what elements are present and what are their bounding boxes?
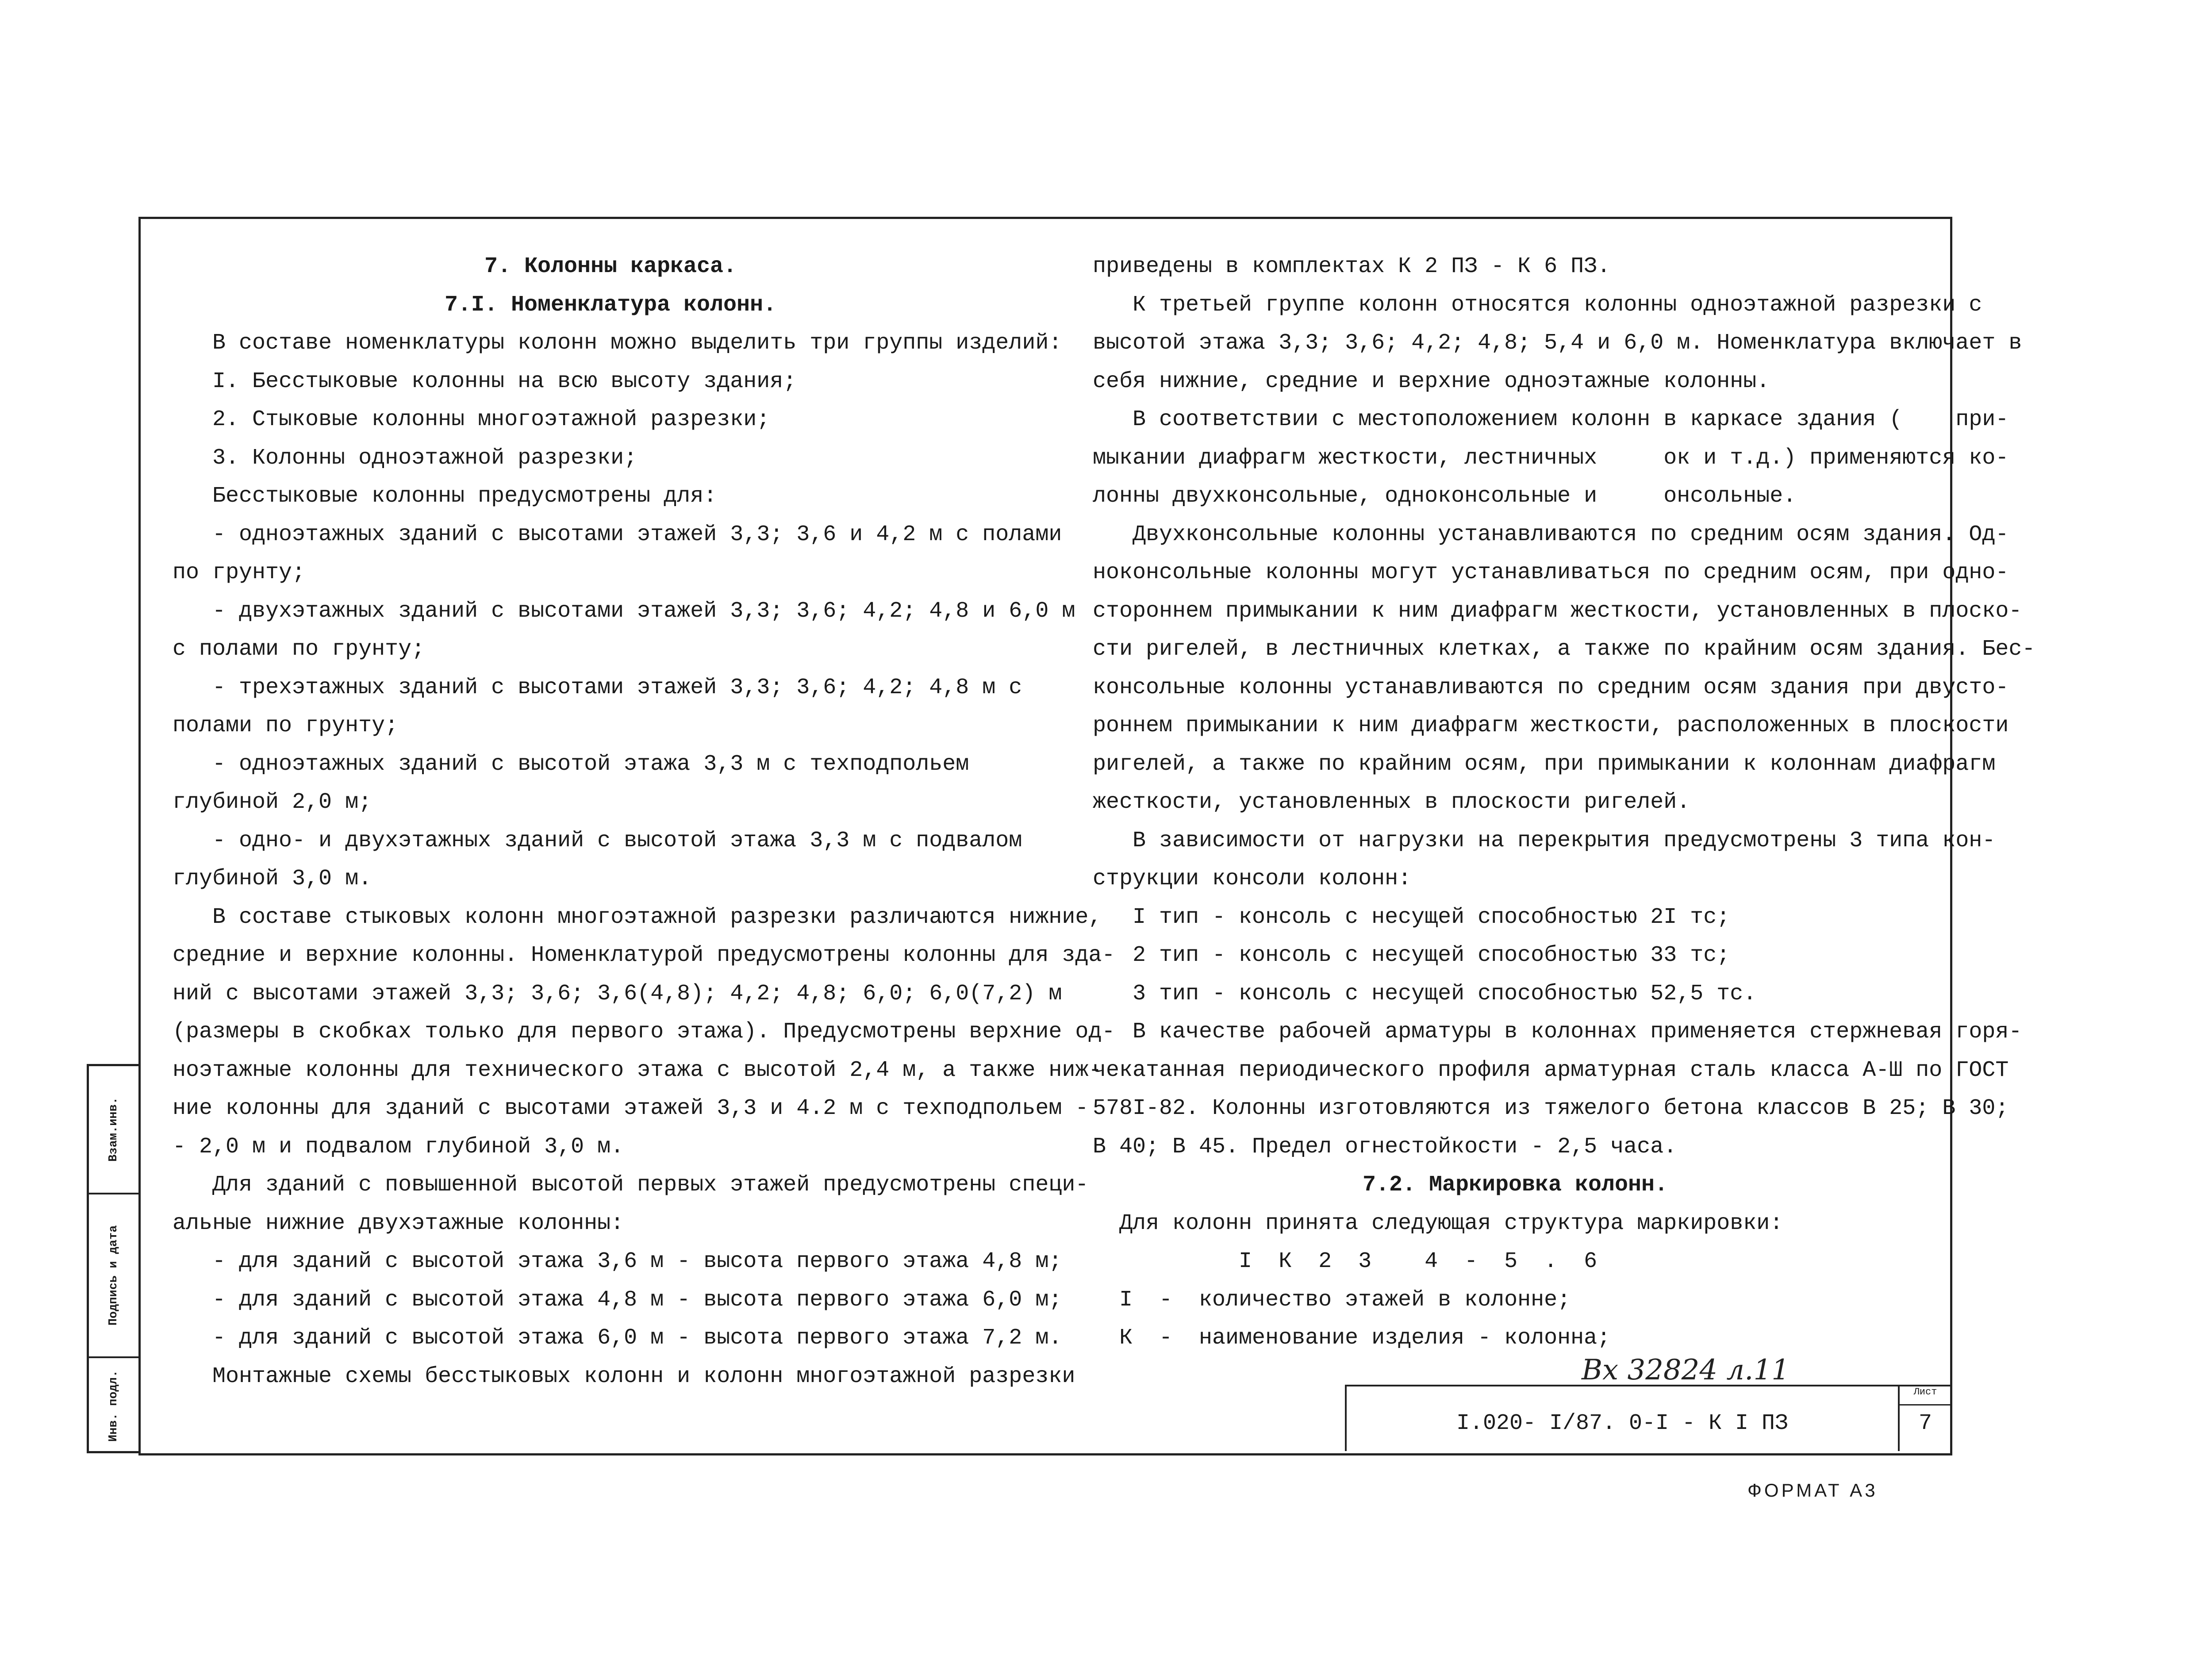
subsection-title: 7.I. Номенклатура колонн.	[444, 292, 777, 318]
text-line: глубиной 2,0 м;	[173, 790, 372, 815]
text-line: жесткости, установленных в плоскости ригелей.	[1093, 790, 1690, 815]
text-line: 578I-82. Колонны изготовляются из тяжелого бетона классов В 25; В 30;	[1093, 1096, 2009, 1121]
text-line: 3. Колонны одноэтажной разрезки;	[173, 445, 637, 471]
text-line: чекатанная периодического профиля арматурная сталь класса А-Ш по ГОСТ	[1093, 1057, 2009, 1083]
text-line: полами по грунту;	[173, 713, 399, 738]
text-line: альные нижние двухэтажные колонны:	[173, 1210, 624, 1236]
text-line: В качестве рабочей арматуры в колоннах применяется стержневая горя-	[1093, 1019, 2022, 1044]
text-line: - для зданий с высотой этажа 3,6 м - высота первого этажа 4,8 м;	[173, 1249, 1062, 1274]
text-line: В зависимости от нагрузки на перекрытия предусмотрены 3 типа кон-	[1093, 828, 1996, 853]
side-stamp-strip	[87, 1064, 138, 1453]
right-text-column	[1093, 248, 2035, 1358]
text-line: К третьей группе колонн относятся колонны одноэтажной разрезки с	[1093, 292, 1982, 318]
text-line: (размеры в скобках только для первого этажа). Предусмотрены верхние од-	[173, 1019, 1115, 1044]
text-line: - одноэтажных зданий с высотой этажа 3,3 м с техподпольем	[173, 751, 969, 777]
text-line: Монтажные схемы бесстыковых колонн и колонн многоэтажной разрезки	[173, 1363, 1075, 1389]
text-line: - двухэтажных зданий с высотами этажей 3,3; 3,6; 4,2; 4,8 и 6,0 м	[173, 598, 1075, 624]
text-line: Бесстыковые колонны предусмотрены для:	[173, 484, 717, 509]
title-block	[1345, 1385, 1951, 1451]
text-line: стороннем примыкании к ним диафрагм жесткости, установленных в плоско-	[1093, 598, 2022, 624]
text-line: мыкании диафрагм жесткости, лестничных ок и т.д.) применяются ко-	[1093, 445, 2009, 471]
text-line: - трехэтажных зданий с высотами этажей 3,3; 3,6; 4,2; 4,8 м с	[173, 675, 1022, 700]
text-line: ригелей, а также по крайним осям, при примыкании к колоннам диафрагм	[1093, 751, 1996, 777]
text-line: Для колонн принята следующая структура маркировки:	[1093, 1210, 1783, 1236]
text-line: ний с высотами этажей 3,3; 3,6; 3,6(4,8); 4,2; 4,8; 6,0; 6,0(7,2) м	[173, 981, 1062, 1006]
text-line: - 2,0 м и подвалом глубиной 3,0 м.	[173, 1134, 624, 1160]
text-line: - для зданий с высотой этажа 4,8 м - высота первого этажа 6,0 м;	[173, 1287, 1062, 1313]
document-code: I.020- I/87. 0-I - К I ПЗ	[1456, 1411, 1789, 1436]
text-line: I - количество этажей в колонне;	[1093, 1287, 1571, 1313]
side-cell-label: Инв. подл.	[107, 1370, 120, 1442]
left-text-column	[173, 248, 1115, 1396]
sheet-label: Лист	[1900, 1386, 1951, 1405]
text-line: приведены в комплектах К 2 ПЗ - К 6 ПЗ.	[1093, 254, 1611, 279]
text-line: высотой этажа 3,3; 3,6; 4,2; 4,8; 5,4 и 6,0 м. Номенклатура включает в	[1093, 330, 2022, 356]
text-line: В соответствии с местоположением колонн в каркасе здания ( при-	[1093, 407, 2009, 432]
sheet-number: 7	[1918, 1411, 1932, 1436]
text-line: Двухконсольные колонны устанавливаются по средним осям здания. Од-	[1093, 522, 2009, 547]
text-line: ноэтажные колонны для технического этажа с высотой 2,4 м, а также ниж-	[173, 1057, 1102, 1083]
text-line: В 40; В 45. Предел огнестойкости - 2,5 часа.	[1093, 1134, 1677, 1160]
text-line: роннем примыкании к ним диафрагм жесткости, расположенных в плоскости	[1093, 713, 2009, 738]
text-line: консольные колонны устанавливаются по средним осям здания при двусто-	[1093, 675, 2009, 700]
text-line: I К 2 3 4 - 5 . 6	[1093, 1249, 1598, 1274]
text-line: лонны двухконсольные, одноконсольные и онсольные.	[1093, 484, 1797, 509]
text-line: I. Бесстыковые колонны на всю высоту здания;	[173, 369, 797, 394]
section-title: 7. Колонны каркаса.	[484, 254, 737, 279]
text-line: В составе стыковых колонн многоэтажной разрезки различаются нижние,	[173, 904, 1102, 930]
text-line: средние и верхние колонны. Номенклатурой предусмотрены колонны для зда-	[173, 943, 1115, 968]
text-line: ноконсольные колонны могут устанавливаться по средним осям, при одно-	[1093, 560, 2009, 585]
sheet-number-cell	[1898, 1386, 1951, 1451]
text-line: К - наименование изделия - колонна;	[1093, 1325, 1611, 1351]
text-line: с полами по грунту;	[173, 637, 425, 662]
text-line: струкции консоли колонн:	[1093, 866, 1412, 891]
text-line: глубиной 3,0 м.	[173, 866, 372, 891]
subsection-title: 7.2. Маркировка колонн.	[1362, 1172, 1668, 1198]
side-cell-label: Подпись и дата	[107, 1225, 120, 1326]
text-line: 3 тип - консоль с несущей способностью 52,5 тс.	[1093, 981, 1757, 1006]
text-line: ние колонны для зданий с высотами этажей 3,3 и 4.2 м с техподпольем -	[173, 1096, 1089, 1121]
side-cell-signature-date	[89, 1194, 138, 1358]
text-line: 2. Стыковые колонны многоэтажной разрезки;	[173, 407, 770, 432]
text-line: I тип - консоль с несущей способностью 2I тс;	[1093, 904, 1730, 930]
side-cell-label: Взам.инв.	[107, 1097, 120, 1162]
format-label: ФОРМАТ А3	[1747, 1480, 1878, 1501]
text-line: сти ригелей, в лестничных клетках, а также по крайним осям здания. Бес-	[1093, 637, 2035, 662]
text-line: - одноэтажных зданий с высотами этажей 3,3; 3,6 и 4,2 м с полами	[173, 522, 1062, 547]
registration-signature: Вх 32824 л.11	[1582, 1354, 1790, 1386]
text-line: по грунту;	[173, 560, 306, 585]
side-cell-replacement	[89, 1066, 138, 1194]
text-line: себя нижние, средние и верхние одноэтажные колонны.	[1093, 369, 1770, 394]
text-line: В составе номенклатуры колонн можно выделить три группы изделий:	[173, 330, 1062, 356]
side-cell-inventory	[89, 1358, 138, 1453]
text-line: - одно- и двухэтажных зданий с высотой этажа 3,3 м с подвалом	[173, 828, 1022, 853]
text-line: 2 тип - консоль с несущей способностью 33 тс;	[1093, 943, 1730, 968]
text-line: Для зданий с повышенной высотой первых этажей предусмотрены специ-	[173, 1172, 1089, 1198]
text-line: - для зданий с высотой этажа 6,0 м - высота первого этажа 7,2 м.	[173, 1325, 1062, 1351]
sheet-left-border	[138, 217, 141, 1453]
